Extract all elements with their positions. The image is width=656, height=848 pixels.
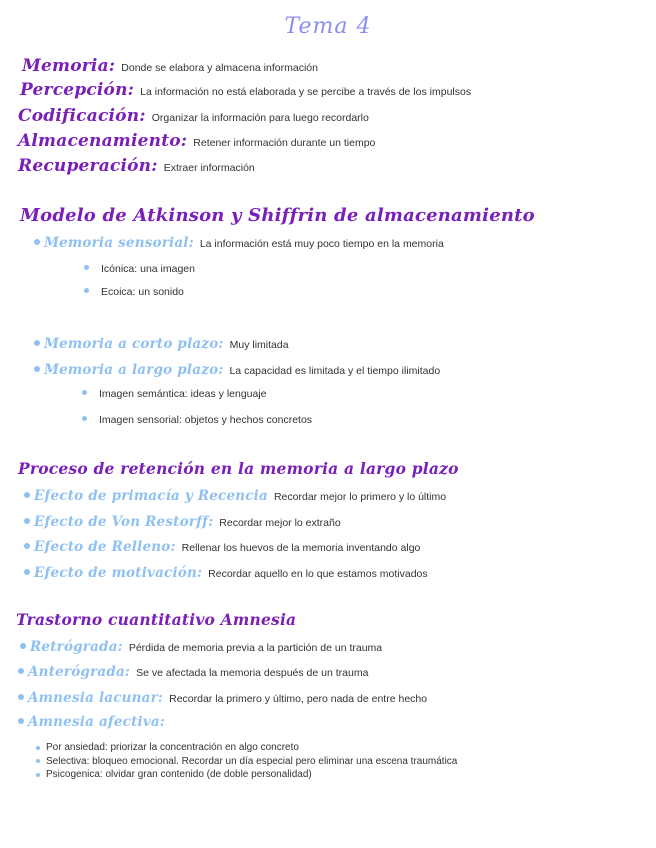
section-heading-trastorno: [16, 610, 296, 629]
definition-text: Recordar aquello en lo que estamos motivados: [208, 568, 428, 580]
bullet-icon: [34, 340, 40, 346]
heading-text: Trastorno cuantitativo Amnesia: [16, 610, 297, 629]
definition-percepcion: [20, 80, 471, 100]
term-label: Codificación:: [18, 106, 146, 126]
sub-item-text: Imagen sensorial: objetos y hechos concretos: [99, 414, 313, 426]
list-item: [36, 755, 457, 769]
memoria-largo-plazo-item: [34, 362, 440, 378]
term-label: Efecto de Von Restorff:: [34, 514, 214, 530]
bullet-icon: [24, 569, 30, 575]
term-label: Memoria sensorial:: [44, 235, 194, 251]
sub-item-text: Imagen semántica: ideas y lenguaje: [99, 388, 267, 400]
bullet-icon: [34, 239, 40, 245]
list-item: [36, 741, 457, 755]
term-label: Efecto de motivación:: [34, 565, 203, 581]
sensorial-sub-item: [84, 263, 195, 275]
term-label: Memoria a largo plazo:: [44, 362, 224, 378]
term-label: Retrógrada:: [30, 639, 123, 655]
term-label: Memoria:: [22, 56, 116, 76]
bullet-icon: [24, 518, 30, 524]
bullet-icon: [36, 773, 40, 777]
proceso-item: [24, 565, 428, 581]
term-label: Anterógrada:: [28, 664, 131, 680]
largo-sub-item: [82, 388, 267, 400]
proceso-item: [24, 539, 420, 555]
definition-memoria: [22, 56, 318, 76]
list-item: [36, 768, 457, 782]
definition-almacenamiento: [18, 131, 375, 151]
term-label: Efecto de Relleno:: [34, 539, 176, 555]
term-label: Almacenamiento:: [18, 131, 188, 151]
definition-text: Extraer información: [163, 162, 255, 174]
amnesia-item: [18, 714, 165, 730]
bullet-icon: [36, 759, 40, 763]
sub-item-text: Por ansiedad: priorizar la concentración en algo concreto: [46, 742, 299, 754]
proceso-item: [24, 488, 446, 504]
heading-text: Proceso de retención en la memoria a largo plazo: [18, 459, 459, 478]
largo-sub-item: [82, 414, 312, 426]
amnesia-item: [18, 690, 427, 706]
definition-text: Pérdida de memoria previa a la partición de un trauma: [128, 642, 383, 654]
term-label: Percepción:: [20, 80, 135, 100]
bullet-icon: [18, 718, 24, 724]
sub-item-text: Icónica: una imagen: [101, 263, 195, 275]
term-label: Amnesia afectiva:: [28, 714, 166, 730]
term-label: Efecto de primacía y Recencia: [34, 488, 268, 504]
definition-text: La información está muy poco tiempo en la memoria: [199, 238, 444, 250]
amnesia-item: [20, 639, 382, 655]
proceso-item: [24, 514, 341, 530]
definition-text: Se ve afectada la memoria después de un trauma: [136, 667, 369, 679]
definition-text: Recordar mejor lo extraño: [219, 517, 341, 529]
bullet-icon: [34, 366, 40, 372]
definition-text: Recordar mejor lo primero y lo último: [273, 491, 447, 503]
sub-item-text: Ecoica: un sonido: [101, 286, 184, 298]
afectiva-sub-list: [36, 741, 457, 782]
term-label: Memoria a corto plazo:: [44, 336, 224, 352]
definition-text: Rellenar los huevos de la memoria inventando algo: [181, 542, 421, 554]
section-heading-atkinson: [20, 205, 535, 226]
memoria-sensorial-item: [34, 235, 444, 251]
bullet-icon: [18, 694, 24, 700]
definition-recuperacion: [18, 156, 255, 176]
definition-text: La información no está elaborada y se percibe a través de los impulsos: [140, 86, 472, 98]
page-title: Tema 4: [284, 14, 372, 39]
definition-text: La capacidad es limitada y el tiempo ilimitado: [229, 365, 441, 377]
term-label: Amnesia lacunar:: [28, 690, 164, 706]
amnesia-item: [18, 664, 368, 680]
heading-text: Modelo de Atkinson y Shiffrin de almacenamiento: [20, 205, 535, 226]
term-label: Recuperación:: [18, 156, 158, 176]
bullet-icon: [82, 390, 87, 395]
definition-text: Donde se elabora y almacena información: [121, 62, 318, 74]
bullet-icon: [84, 265, 89, 270]
bullet-icon: [18, 668, 24, 674]
definition-text: Recordar la primero y último, pero nada de entre hecho: [169, 693, 428, 705]
bullet-icon: [24, 492, 30, 498]
bullet-icon: [24, 543, 30, 549]
definition-text: Retener información durante un tiempo: [193, 137, 376, 149]
sensorial-sub-item: [84, 286, 184, 298]
section-heading-proceso: [18, 459, 459, 478]
definition-text: Organizar la información para luego recordarlo: [151, 112, 369, 124]
bullet-icon: [82, 416, 87, 421]
sub-item-text: Psicogenica: olvidar gran contenido (de doble personalidad): [46, 769, 312, 781]
definition-codificacion: [18, 106, 369, 126]
memoria-corto-plazo-item: [34, 336, 289, 352]
definition-text: Muy limitada: [229, 339, 289, 351]
bullet-icon: [84, 288, 89, 293]
bullet-icon: [36, 746, 40, 750]
bullet-icon: [20, 643, 26, 649]
sub-item-text: Selectiva: bloqueo emocional. Recordar un día especial pero eliminar una escena traumática: [46, 755, 458, 767]
